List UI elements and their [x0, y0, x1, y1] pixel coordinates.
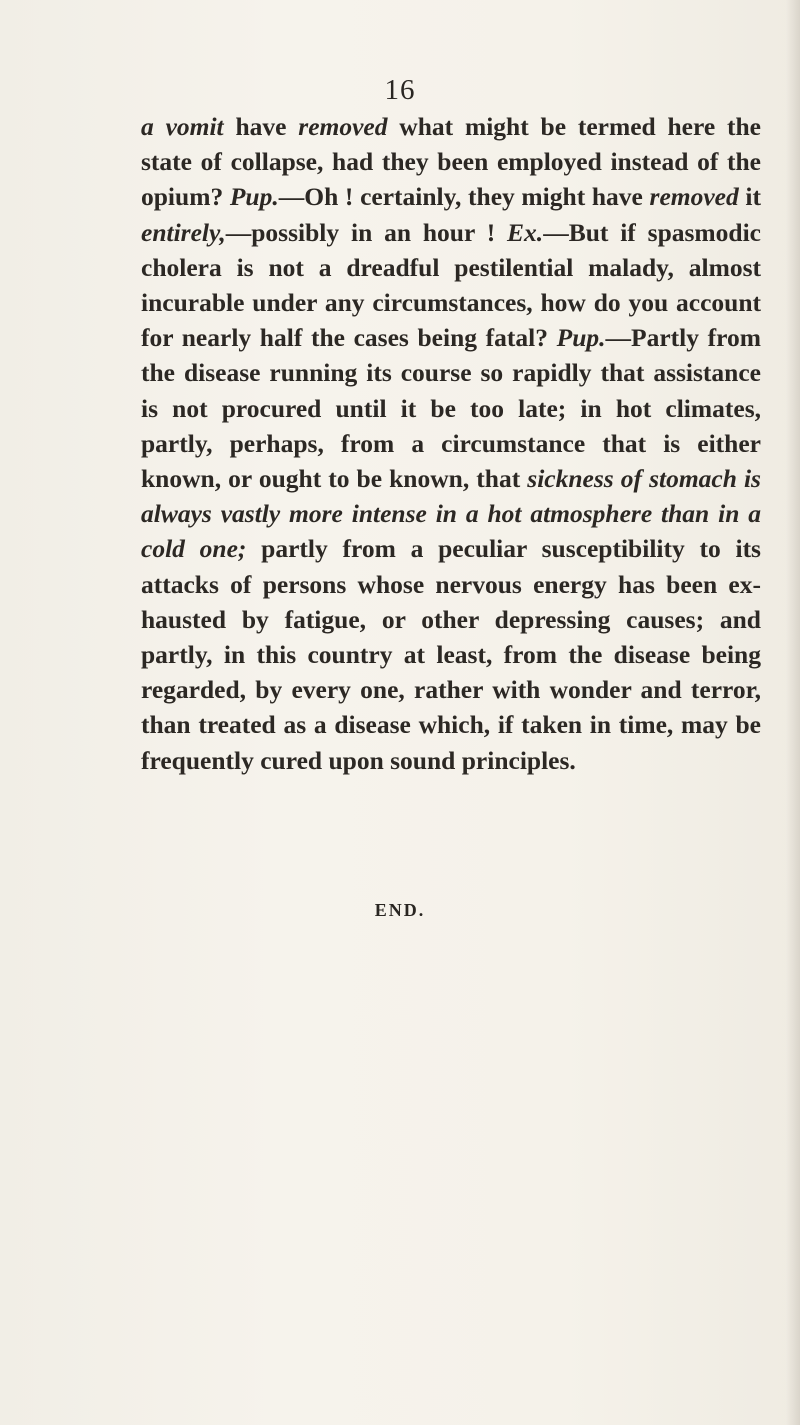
italic-text-segment: entirely, — [141, 217, 226, 247]
italic-text-segment: Pup. — [229, 182, 279, 212]
italic-text-segment: removed — [649, 182, 739, 212]
text-segment: —Partly from the disease running its course so rapidly that assistance is not procured until it be too late; in hot climates, partly, perhaps, from a circumstance that is either known, or ought to be known, that — [141, 323, 761, 494]
italic-text-segment: a vomit — [141, 112, 224, 141]
italic-text-segment: Pup. — [556, 323, 606, 353]
page-edge-shadow — [786, 0, 800, 1425]
italic-text-segment: removed — [298, 112, 388, 141]
text-segment: —Oh ! certainly, they might have — [278, 182, 650, 212]
text-segment: partly from a peculiar susceptibility to its attacks of persons whose nervous energy has been exhausted by fatigue, or other depressing causes; and partly, in this country at least, from the disease being regarded, by every one, rather with wonder and terror, than treated as a disease which, if taken in time, may be frequently cured upon sound principles. — [141, 534, 761, 775]
text-segment: have — [223, 112, 299, 141]
italic-text-segment: sickness of stomach is always vastly more intense in a hot atmosphere than in a cold one; — [141, 464, 761, 564]
end-mark: END. — [374, 900, 426, 920]
body-paragraph — [141, 109, 761, 778]
text-segment: —But if spasmodic cholera is not a dreadful pestilential malady, almost incurable under any circumstances, how do you account for nearly half the cases being fatal? — [141, 217, 761, 353]
text-segment: what might be termed here the state of collapse, had they been employed instead of the opium? — [141, 112, 761, 212]
text-segment: —possibly in an hour ! — [225, 217, 508, 247]
italic-text-segment: Ex. — [507, 217, 544, 247]
text-segment: it — [738, 182, 761, 212]
page-number: 16 — [384, 74, 416, 106]
